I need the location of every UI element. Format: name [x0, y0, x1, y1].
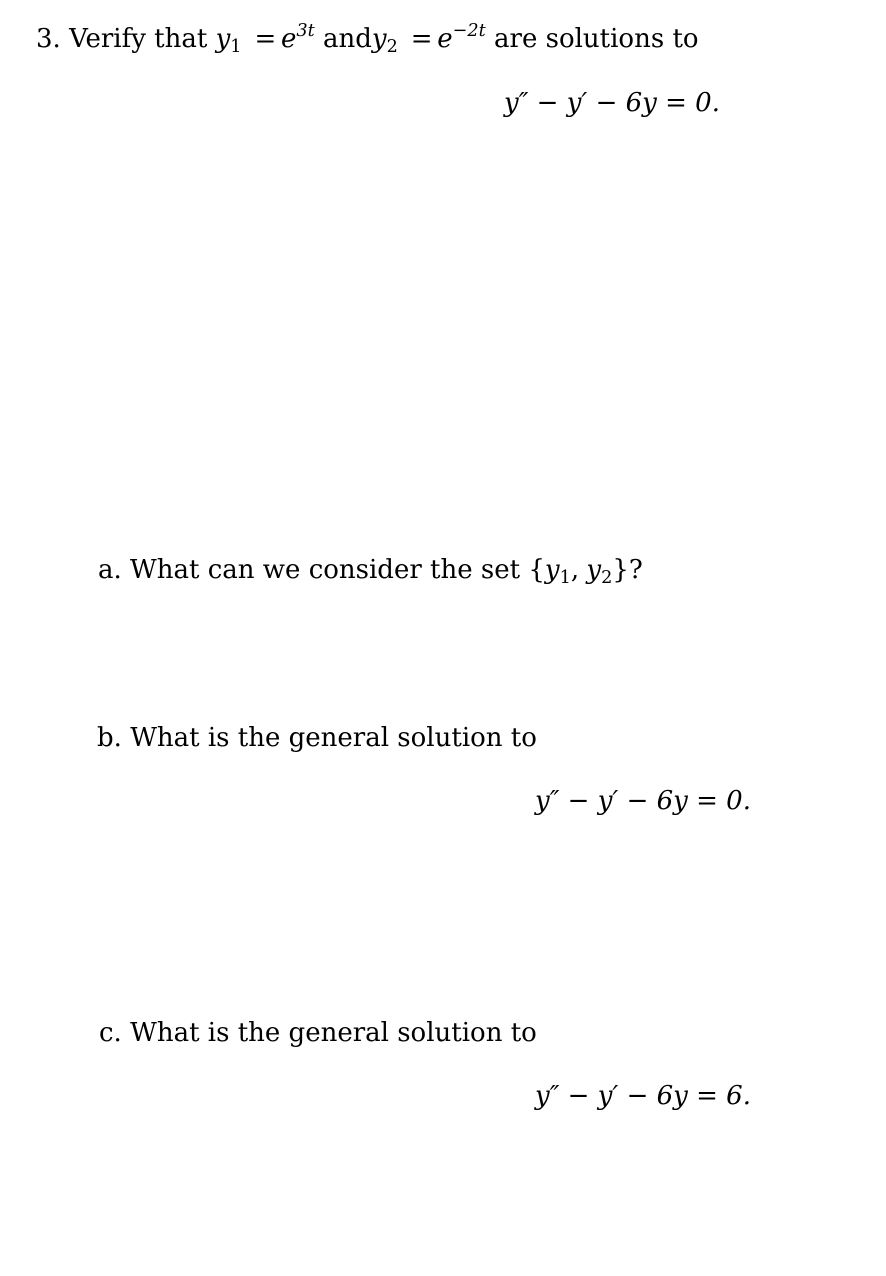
part-b-text: What is the general solution to	[130, 723, 537, 753]
problem-intro-text: Verify that	[69, 24, 208, 54]
and-text: and	[322, 24, 372, 54]
part-c-question	[99, 1020, 537, 1046]
part-b-equation: y″ − y′ − 6y = 0.	[535, 786, 751, 816]
part-a-question	[98, 555, 643, 588]
main-equation: y″ − y′ − 6y = 0.	[504, 88, 720, 118]
part-a-text: What can we consider the set	[130, 555, 521, 585]
equals-sign-1: =	[254, 24, 277, 54]
problem-number: 3.	[36, 24, 61, 54]
y2-expression: $e^{-2t}$	[437, 21, 486, 54]
part-b-question	[97, 725, 537, 751]
y2-symbol: $y_2$	[371, 24, 398, 57]
part-a-label: a.	[98, 555, 122, 585]
solution-set: {$y_1$, $y_2$}	[528, 555, 629, 588]
y1-symbol: $y_1$	[215, 24, 242, 57]
part-c-equation: y″ − y′ − 6y = 6.	[535, 1081, 751, 1111]
part-b-label: b.	[97, 723, 122, 753]
part-c-label: c.	[99, 1018, 122, 1048]
part-a-question-mark: ?	[628, 555, 643, 585]
part-c-text: What is the general solution to	[130, 1018, 537, 1048]
problem-tail-text: are solutions to	[494, 24, 699, 54]
problem-statement	[36, 21, 699, 57]
y1-expression: $e^{3t}$	[280, 21, 315, 54]
equals-sign-2: =	[410, 24, 433, 54]
